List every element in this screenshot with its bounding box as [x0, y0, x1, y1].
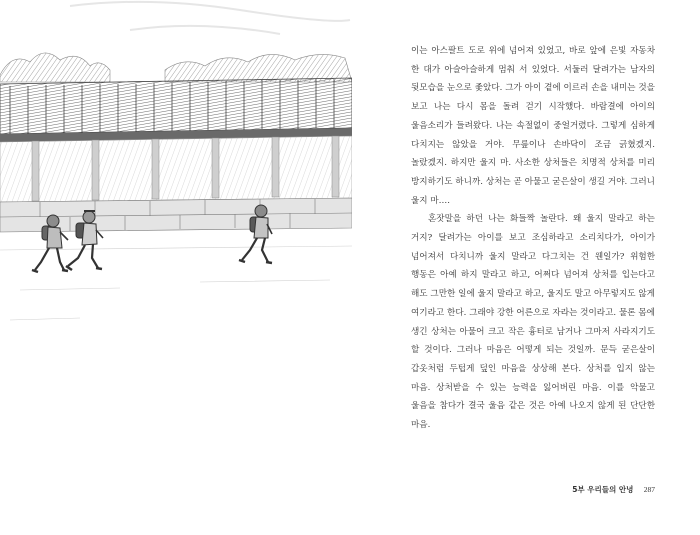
pencil-illustration-children-walking-by-wall	[0, 0, 352, 330]
paragraph: 이는 아스팔트 도로 위에 넘어져 있었고, 바로 앞에 은빛 자동차 한 대가 아슬아슬하게 멈춰 서 있었다. 서둘러 달려가는 남자의 뒷모습을 눈으로 좇았다. 그가 아이 곁에 이르러 손을 내미는 것을 보고 나는 다시 몸을 돌려 걷기 시작했다. 바람결에 아이의 울음소리가 들려왔다. 나는 속절없이 중얼거렸다. 그렇게 심하게 다치지는 않았을 거야. 무릎이나 손바닥이 조금 긁혔겠지. 놀랐겠지. 하지만 울지 마. 사소한 상처들은 치명적 상처를 미리 방지하기도 하니까. 상처는 곧 아물고 굳은살이 생길 거야. 그러니 울지 마….	[411, 46, 655, 206]
paragraph: 혼잣말을 하던 나는 화들짝 놀란다. 왜 울지 말라고 하는 거지? 달려가는 아이를 보고 조심하라고 소리치다가, 아이가 넘어져서 다치니까 울지 말라고 다그치는 건 웬일가? 위험한 행동은 아예 하지 말라고 하고, 어쩌다 넘어져 상처를 입는다고 해도 그만한 일에 울지 말라고 하고, 울지도 말고 아무렇지도 않게 여기라고 한다. 그래야 강한 어른으로 자라는 것이라고. 물론 몸에 생긴 상처는 아물어 크고 작은 흉터로 남거나 그마저 사라지기도 할 것이다. 그러나 마음은 어떻게 되는 것일까. 문득 굳은살이 갑옷처럼 두텁게 덮인 마음을 상상해 본다. 상처를 입지 않는 마음. 상처받을 수 있는 능력을 잃어버린 마음. 이를 악물고 울음을 참다가 결국 울음 같은 것은 아예 나오지 않게 된 단단한 마음.	[411, 214, 655, 431]
body-text	[411, 42, 655, 435]
plaster-wall	[0, 136, 352, 202]
page-number: 287	[643, 485, 655, 494]
tiled-roof	[0, 78, 352, 142]
running-footer-section: 5부 우리들의 안녕	[572, 485, 634, 494]
sky-scribbles	[70, 2, 350, 34]
tree-line	[0, 53, 352, 82]
ground	[0, 246, 352, 320]
page-footer	[540, 484, 655, 495]
